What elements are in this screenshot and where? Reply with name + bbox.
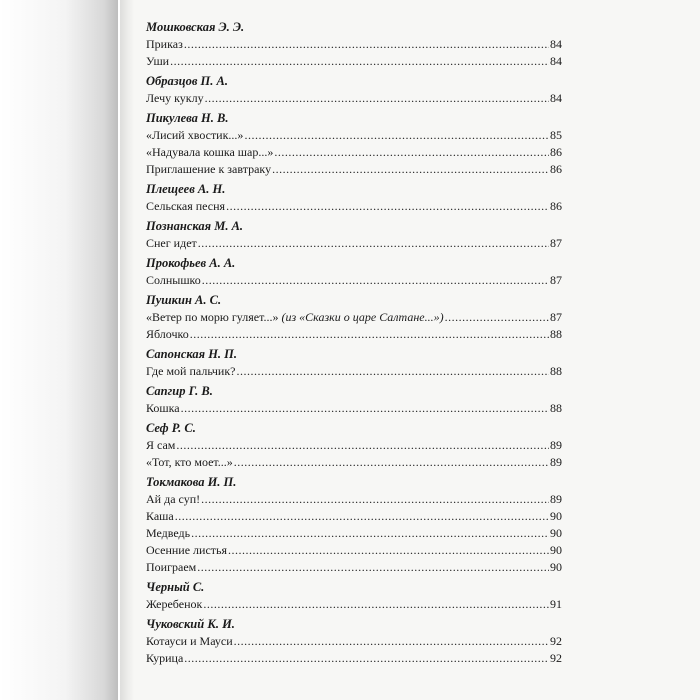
dot-leader bbox=[228, 542, 549, 559]
book-page bbox=[120, 0, 700, 700]
author-name: Черный С. bbox=[146, 580, 205, 594]
entry-title: Котауси и Мауси bbox=[146, 634, 233, 648]
page-number: 90 bbox=[550, 560, 562, 574]
author-name: Прокофьев А. А. bbox=[146, 256, 236, 270]
entry-title: Приглашение к завтраку bbox=[146, 162, 272, 176]
toc-section bbox=[146, 343, 562, 380]
page-number: 86 bbox=[550, 199, 562, 213]
entry-title: Курица bbox=[146, 651, 184, 665]
dot-leader bbox=[181, 400, 549, 417]
author-name: Пикулева Н. В. bbox=[146, 111, 229, 125]
toc-entry bbox=[146, 596, 562, 613]
book-gutter bbox=[0, 0, 118, 700]
dot-leader bbox=[190, 326, 549, 343]
author-name: Сапгир Г. В. bbox=[146, 384, 213, 398]
dot-leader bbox=[191, 525, 549, 542]
dot-leader bbox=[184, 650, 549, 667]
toc-entry bbox=[146, 53, 562, 70]
toc-entry bbox=[146, 326, 562, 343]
toc-entry bbox=[146, 437, 562, 454]
page-number: 86 bbox=[550, 145, 562, 159]
page-number: 92 bbox=[550, 651, 562, 665]
page-number: 88 bbox=[550, 364, 562, 378]
dot-leader bbox=[170, 53, 549, 70]
dot-leader bbox=[244, 127, 549, 144]
entry-title: Снег идет bbox=[146, 236, 197, 250]
page-number: 89 bbox=[550, 438, 562, 452]
entry-title: Солнышко bbox=[146, 273, 201, 287]
entry-title: «Лисий хвостик...» bbox=[146, 128, 244, 142]
entry-title: «Ветер по морю гуляет...» bbox=[146, 310, 279, 324]
toc-entry bbox=[146, 161, 562, 178]
dot-leader bbox=[274, 144, 549, 161]
page-number: 89 bbox=[550, 492, 562, 506]
toc-section bbox=[146, 178, 562, 215]
toc-entry bbox=[146, 650, 562, 667]
entry-title: Медведь bbox=[146, 526, 191, 540]
page-number: 90 bbox=[550, 526, 562, 540]
toc-entry bbox=[146, 542, 562, 559]
page-number: 88 bbox=[550, 401, 562, 415]
toc-entry bbox=[146, 127, 562, 144]
toc-section bbox=[146, 70, 562, 107]
toc-section bbox=[146, 471, 562, 576]
toc-entry bbox=[146, 90, 562, 107]
toc-entry bbox=[146, 491, 562, 508]
toc-entry bbox=[146, 144, 562, 161]
toc-section bbox=[146, 417, 562, 471]
entry-title: Сельская песня bbox=[146, 199, 226, 213]
author-name: Образцов П. А. bbox=[146, 74, 228, 88]
author-name: Плещеев А. Н. bbox=[146, 182, 226, 196]
dot-leader bbox=[234, 454, 549, 471]
toc-entry bbox=[146, 633, 562, 650]
entry-title: Каша bbox=[146, 509, 174, 523]
author-name: Сеф Р. С. bbox=[146, 421, 196, 435]
toc-section bbox=[146, 613, 562, 667]
page-number: 92 bbox=[550, 634, 562, 648]
entry-title: «Надувала кошка шар...» bbox=[146, 145, 274, 159]
dot-leader bbox=[272, 161, 549, 178]
page-number: 90 bbox=[550, 543, 562, 557]
entry-note: (из «Сказки о царе Салтане...») bbox=[281, 310, 444, 324]
dot-leader bbox=[226, 198, 549, 215]
page-number: 84 bbox=[550, 37, 562, 51]
page-number: 87 bbox=[550, 273, 562, 287]
author-name: Чуковский К. И. bbox=[146, 617, 235, 631]
dot-leader bbox=[203, 596, 549, 613]
entry-title: Кошка bbox=[146, 401, 180, 415]
toc-entry bbox=[146, 309, 562, 326]
dot-leader bbox=[445, 309, 549, 326]
page-number: 85 bbox=[550, 128, 562, 142]
entry-title: Уши bbox=[146, 54, 170, 68]
toc-section bbox=[146, 252, 562, 289]
toc-entry bbox=[146, 36, 562, 53]
page-number: 90 bbox=[550, 509, 562, 523]
author-name: Токмакова И. П. bbox=[146, 475, 237, 489]
toc-entry bbox=[146, 400, 562, 417]
author-name: Пушкин А. С. bbox=[146, 293, 222, 307]
page-number: 87 bbox=[550, 236, 562, 250]
page-number: 89 bbox=[550, 455, 562, 469]
dot-leader bbox=[202, 272, 549, 289]
dot-leader bbox=[205, 90, 549, 107]
page-number: 88 bbox=[550, 327, 562, 341]
toc-section bbox=[146, 107, 562, 178]
page-number: 87 bbox=[550, 310, 562, 324]
entry-title: Приказ bbox=[146, 37, 183, 51]
toc-entry bbox=[146, 198, 562, 215]
page-number: 84 bbox=[550, 91, 562, 105]
toc-section bbox=[146, 16, 562, 70]
entry-title: Осенние листья bbox=[146, 543, 228, 557]
toc-entry bbox=[146, 508, 562, 525]
author-name: Мошковская Э. Э. bbox=[146, 20, 245, 34]
entry-title: Ай да суп! bbox=[146, 492, 201, 506]
page-number: 84 bbox=[550, 54, 562, 68]
toc-entry bbox=[146, 272, 562, 289]
entry-title: Яблочко bbox=[146, 327, 189, 341]
toc-entry bbox=[146, 525, 562, 542]
dot-leader bbox=[197, 559, 549, 576]
toc-entry bbox=[146, 363, 562, 380]
entry-title: Где мой пальчик? bbox=[146, 364, 236, 378]
dot-leader bbox=[176, 437, 549, 454]
toc-section bbox=[146, 215, 562, 252]
dot-leader bbox=[198, 235, 549, 252]
author-name: Познанская М. А. bbox=[146, 219, 244, 233]
dot-leader bbox=[201, 491, 549, 508]
toc-entry bbox=[146, 454, 562, 471]
table-of-contents bbox=[146, 16, 562, 667]
entry-title: Я сам bbox=[146, 438, 176, 452]
entry-title: Поиграем bbox=[146, 560, 197, 574]
dot-leader bbox=[175, 508, 549, 525]
dot-leader bbox=[237, 363, 550, 380]
author-name: Сапонская Н. П. bbox=[146, 347, 238, 361]
entry-title: «Тот, кто моет...» bbox=[146, 455, 233, 469]
entry-title: Лечу куклу bbox=[146, 91, 204, 105]
toc-section bbox=[146, 576, 562, 613]
toc-entry bbox=[146, 235, 562, 252]
toc-section bbox=[146, 380, 562, 417]
page-number: 86 bbox=[550, 162, 562, 176]
dot-leader bbox=[184, 36, 549, 53]
page-number: 91 bbox=[550, 597, 562, 611]
entry-title: Жеребенок bbox=[146, 597, 203, 611]
dot-leader bbox=[234, 633, 549, 650]
toc-entry bbox=[146, 559, 562, 576]
toc-section bbox=[146, 289, 562, 343]
